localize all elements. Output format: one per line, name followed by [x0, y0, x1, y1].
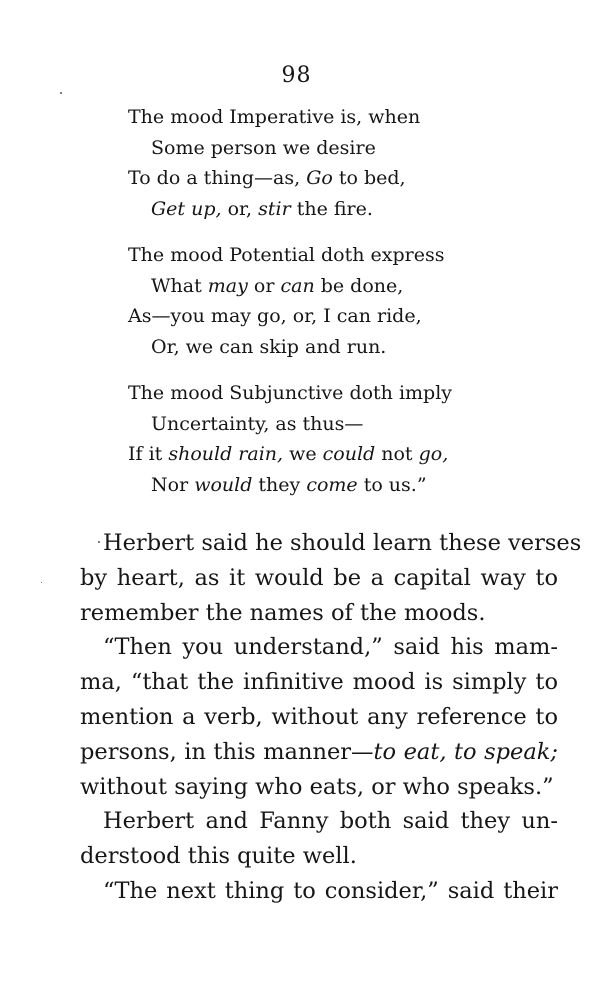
- scan-speck: [41, 582, 42, 583]
- text-segment: If it: [128, 443, 169, 465]
- text-segment: be done,: [314, 274, 404, 297]
- text-segment: we: [283, 443, 323, 465]
- text-segment: Herbert said he should learn these verses: [103, 530, 582, 556]
- italic-text: stir: [258, 197, 291, 220]
- text-segment: Uncertainty, as thus—: [151, 412, 364, 435]
- poem-line: [128, 378, 452, 409]
- italic-text: Go: [306, 167, 333, 189]
- scan-speck: [60, 92, 62, 94]
- poem-line: [128, 102, 452, 133]
- text-segment: Herbert and Fanny both said they un-: [103, 808, 558, 835]
- italic-text: would: [194, 473, 253, 496]
- prose-line: [80, 526, 582, 561]
- text-segment: As—you may go, or, I can ride,: [128, 305, 422, 327]
- poem-line: [128, 194, 452, 225]
- prose-line: [80, 804, 558, 839]
- italic-text: should rain,: [168, 443, 284, 465]
- text-segment: the fire.: [290, 197, 373, 220]
- text-segment: Some person we desire: [151, 136, 376, 159]
- prose-line: [80, 596, 558, 631]
- page-number: 98: [281, 63, 312, 88]
- italic-text: can: [280, 274, 315, 297]
- poem-stanza: [128, 102, 452, 224]
- poem-line: [128, 163, 452, 194]
- poem-stanza: [128, 378, 452, 500]
- text-segment: remember the names of the moods.: [80, 599, 486, 626]
- poem-line: [128, 301, 452, 332]
- prose-text: [80, 526, 582, 909]
- text-segment: The mood Subjunctive doth imply: [128, 382, 453, 404]
- text-segment: Or, we can skip and run.: [151, 335, 387, 358]
- italic-text: may: [207, 274, 248, 297]
- text-segment: persons, in this manner—: [80, 738, 374, 765]
- prose-line: [80, 770, 558, 805]
- text-segment: or,: [221, 197, 259, 220]
- poem-line: [128, 271, 452, 302]
- italic-text: come: [306, 473, 358, 496]
- prose-line: [80, 735, 558, 770]
- italic-text: Get up,: [151, 197, 222, 220]
- text-segment: or: [247, 274, 281, 297]
- prose-line: [80, 630, 558, 665]
- poem-line: [128, 409, 452, 440]
- poem-line: [128, 240, 452, 271]
- prose-line: [80, 561, 558, 596]
- text-segment: without saying who eats, or who speaks.”: [80, 773, 554, 800]
- prose-line: [80, 839, 558, 874]
- italic-text: go,: [418, 443, 449, 465]
- text-segment: derstood this quite well.: [80, 843, 357, 870]
- text-segment: Nor: [151, 473, 195, 496]
- poem-line: [128, 133, 452, 164]
- text-segment: What: [151, 274, 208, 297]
- text-segment: mention a verb, without any reference to: [80, 703, 558, 730]
- prose-line: [80, 665, 558, 700]
- poem: [128, 102, 452, 516]
- text-segment: not: [375, 443, 419, 465]
- prose-line: [80, 874, 558, 909]
- text-segment: to us.”: [357, 473, 427, 496]
- text-segment: by heart, as it would be a capital way to: [80, 564, 558, 591]
- text-segment: To do a thing—as,: [128, 167, 307, 189]
- scan-speck: [98, 541, 100, 543]
- text-segment: “Then you understand,” said his mam-: [103, 634, 558, 661]
- text-segment: ma, “that the infinitive mood is simply to: [80, 669, 558, 696]
- poem-line: [128, 470, 452, 501]
- poem-line: [128, 439, 452, 470]
- italic-text: to eat, to speak;: [373, 738, 558, 765]
- text-segment: The mood Imperative is, when: [128, 106, 421, 128]
- text-segment: “The next thing to consider,” said their: [103, 877, 558, 904]
- prose-line: [80, 700, 558, 735]
- text-segment: The mood Potential doth express: [128, 244, 445, 266]
- poem-stanza: [128, 240, 452, 362]
- italic-text: could: [322, 443, 376, 465]
- text-segment: to bed,: [332, 167, 406, 189]
- poem-line: [128, 332, 452, 363]
- text-segment: they: [252, 473, 307, 496]
